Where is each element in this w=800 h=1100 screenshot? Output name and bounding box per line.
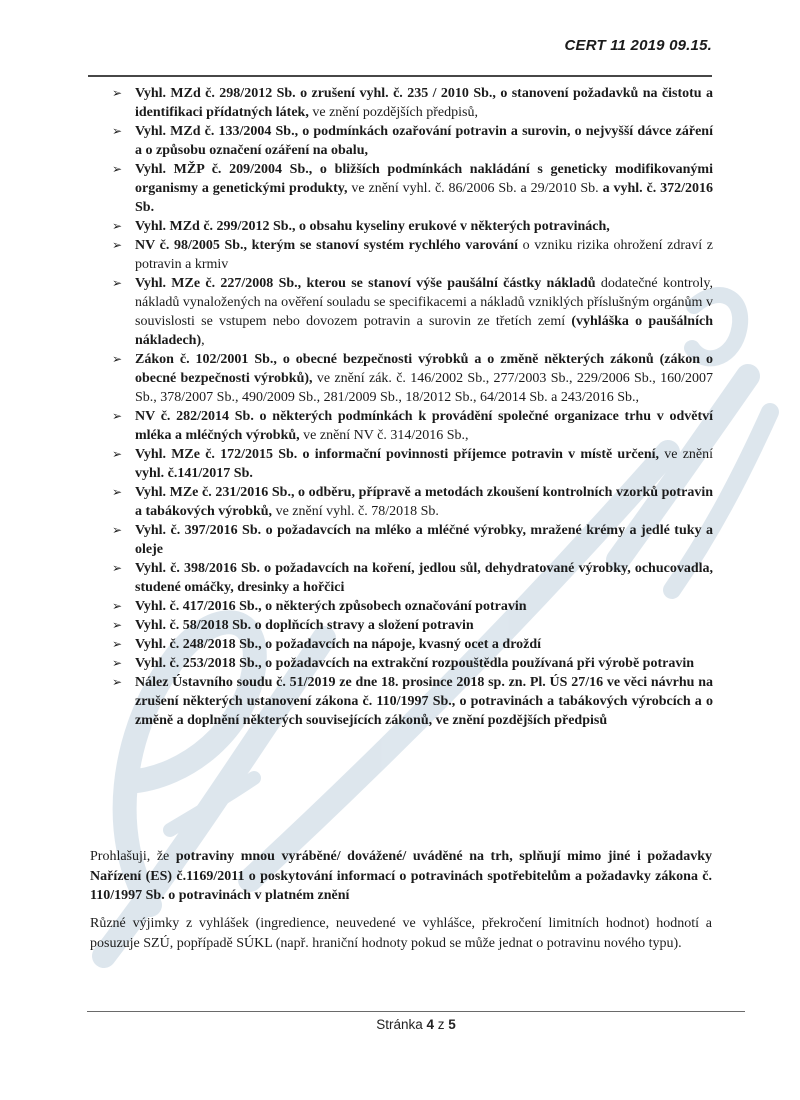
text-run: Vyhl. MZe č. 172/2015 Sb. o informační povinnosti příjemce potravin v místě určení, <box>135 447 660 462</box>
list-item <box>112 483 713 521</box>
list-item-text <box>135 124 713 158</box>
list-bullet-icon: ➢ <box>112 238 123 252</box>
list-item <box>112 160 713 217</box>
text-run: (vyhláška o paušálních nákladech) <box>135 314 713 348</box>
text-run: Vyhl. č. 248/2018 Sb., o požadavcích na nápoje, kvasný ocet a droždí <box>135 637 542 652</box>
text-run: z <box>434 1017 449 1032</box>
list-bullet-icon: ➢ <box>112 637 123 651</box>
list-item-text <box>135 675 713 728</box>
text-run: Vyhl. č. 253/2018 Sb., o požadavcích na extrakční rozpouštědla používaná při výrobě potravin <box>135 656 695 671</box>
list-bullet-icon: ➢ <box>112 86 123 100</box>
list-item <box>112 236 713 274</box>
text-run: Vyhl. MZe č. 227/2008 Sb., kterou se stanoví výše paušální částky nákladů <box>135 276 596 291</box>
list-item <box>112 122 713 160</box>
list-item-text <box>135 523 713 557</box>
text-run: Vyhl. č. 397/2016 Sb. o požadavcích na mléko a mléčné výrobky, mražené krémy a jedlé tuky a oleje <box>135 523 713 557</box>
header-rule <box>88 75 712 77</box>
header-doc-code: CERT 11 2019 09.15. <box>564 37 712 54</box>
list-bullet-icon: ➢ <box>112 599 123 613</box>
list-bullet-icon: ➢ <box>112 618 123 632</box>
text-run: Nález Ústavního soudu č. 51/2019 ze dne 18. prosince 2018 sp. zn. Pl. ÚS 27/16 ve věci návrhu na zrušení některých ustanovení zákona č. 110/1997 Sb., o potravinách a tabákových výrobcích a o změně a doplnění některých souvisejících zákonů, ve znění pozdějších předpisů <box>135 675 713 728</box>
text-run: 4 <box>426 1017 434 1032</box>
list-item <box>112 616 713 635</box>
text-run: Vyhl. č. 417/2016 Sb., o některých způsobech označování potravin <box>135 599 527 614</box>
list-item-text <box>135 485 713 519</box>
list-bullet-icon: ➢ <box>112 523 123 537</box>
list-item-text <box>135 238 713 272</box>
text-run: ve znění zák. č. 146/2002 Sb., 277/2003 Sb., 229/2006 Sb., 160/2007 Sb., 378/2007 Sb., 490/2009 Sb., 281/2009 Sb., 18/2012 Sb., 64/2014 Sb. a 243/2016 Sb., <box>135 371 713 405</box>
text-run: a vyhl. č. 372/2016 Sb. <box>135 181 714 215</box>
list-item <box>112 673 713 730</box>
list-bullet-icon: ➢ <box>112 219 123 233</box>
text-run: Vyhl. č. 58/2018 Sb. o doplňcích stravy a složení potravin <box>135 618 474 633</box>
list-item-text <box>135 637 541 652</box>
list-bullet-icon: ➢ <box>112 675 123 689</box>
list-bullet-icon: ➢ <box>112 447 123 461</box>
text-run: Vyhl. č. 398/2016 Sb. o požadavcích na koření, jedlou sůl, dehydratované výrobky, ochucovadla, studené omáčky, dresinky a hořčici <box>135 561 713 595</box>
text-run: Prohlašuji, že <box>90 849 176 864</box>
footer-rule <box>87 1011 745 1012</box>
regulation-list <box>112 84 713 730</box>
list-item-text <box>135 276 713 348</box>
list-item <box>112 635 713 654</box>
list-item <box>112 407 713 445</box>
list-bullet-icon: ➢ <box>112 485 123 499</box>
text-run: dodatečné kontroly, nákladů vynaložených na ověření souladu se specifikacemi a nákladů vzniklých příslušným orgánům v souvislosti se vstupem nebo dovozem potravin a surovin ze třetích zemí <box>135 276 713 329</box>
text-run: 5 <box>448 1017 456 1032</box>
list-item <box>112 559 713 597</box>
text-run: Stránka <box>376 1017 427 1032</box>
text-run: Vyhl. MZd č. 299/2012 Sb., o obsahu kyseliny erukové v některých potravinách, <box>135 219 610 234</box>
list-bullet-icon: ➢ <box>112 352 123 366</box>
list-item <box>112 350 713 407</box>
list-item-text <box>135 162 713 215</box>
list-bullet-icon: ➢ <box>112 656 123 670</box>
list-bullet-icon: ➢ <box>112 162 123 176</box>
declaration-paragraph <box>90 847 712 906</box>
page-number <box>87 1017 745 1032</box>
list-bullet-icon: ➢ <box>112 409 123 423</box>
text-run: NV č. 282/2014 Sb. o některých podmínkách k provádění společné organizace trhu v odvětví mléka a mléčných výrobků, <box>135 409 713 443</box>
list-item-text <box>135 447 713 481</box>
text-run: vyhl. č.141/2017 Sb. <box>135 466 253 481</box>
list-item-text <box>135 219 610 234</box>
list-bullet-icon: ➢ <box>112 561 123 575</box>
text-run: Vyhl. MZd č. 298/2012 Sb. o zrušení vyhl. č. 235 / 2010 Sb., o stanovení požadavků na čistotu a identifikaci přídatných látek, <box>135 86 713 120</box>
list-item-text <box>135 656 694 671</box>
list-item <box>112 84 713 122</box>
list-item <box>112 274 713 350</box>
text-run: ve znění <box>659 447 714 462</box>
text-run: potraviny mnou vyráběné/ dovážené/ uváděné na trh, splňují mimo jiné i požadavky Nařízení (ES) č.1169/2011 o poskytování informací o potravinách spotřebitelům a požadavky zákona č. 110/1997 Sb. o potravinách v platném znění <box>90 849 712 903</box>
list-bullet-icon: ➢ <box>112 276 123 290</box>
list-item <box>112 445 713 483</box>
list-item <box>112 217 713 236</box>
exceptions-paragraph <box>90 914 712 953</box>
text-run: Různé výjimky z vyhlášek (ingredience, neuvedené ve vyhlášce, překročení limitních hodnot) hodnotí a posuzuje SZÚ, popřípadě SÚKL (např. hraniční hodnoty pokud se může jednat o potravinu nového typu). <box>90 916 712 951</box>
text-run: Zákon č. 102/2001 Sb., o obecné bezpečnosti výrobků a o změně některých zákonů (zákon o obecné bezpečnosti výrobků), <box>135 352 713 386</box>
list-item <box>112 521 713 559</box>
list-item-text <box>135 561 713 595</box>
list-item-text <box>135 86 713 120</box>
text-run: ve znění vyhl. č. 86/2006 Sb. a 29/2010 Sb. <box>347 181 603 196</box>
list-bullet-icon: ➢ <box>112 124 123 138</box>
list-item <box>112 597 713 616</box>
list-item-text <box>135 618 474 633</box>
list-item-text <box>135 409 713 443</box>
text-run: o vzniku rizika ohrožení zdraví z potravin a krmiv <box>135 238 713 272</box>
list-item-text <box>135 352 713 405</box>
text-run: ve znění vyhl. č. 78/2018 Sb. <box>272 504 439 519</box>
text-run: Vyhl. MZd č. 133/2004 Sb., o podmínkách ozařování potravin a surovin, o nejvyšší dávce záření a o způsobu označení ozáření na obalu, <box>135 124 713 158</box>
text-run: ve znění pozdějších předpisů, <box>308 105 478 120</box>
text-run: , <box>201 333 205 348</box>
list-item <box>112 654 713 673</box>
text-run: NV č. 98/2005 Sb., kterým se stanoví systém rychlého varování <box>135 238 519 253</box>
text-run: ve znění NV č. 314/2016 Sb., <box>299 428 469 443</box>
list-item-text <box>135 599 527 614</box>
text-run: Vyhl. MZe č. 231/2016 Sb., o odběru, přípravě a metodách zkoušení kontrolních vzorků potravin a tabákových výrobků, <box>135 485 713 519</box>
text-run: Vyhl. MŽP č. 209/2004 Sb., o bližších podmínkách nakládání s geneticky modifikovanými organismy a genetickými produkty, <box>135 162 713 196</box>
